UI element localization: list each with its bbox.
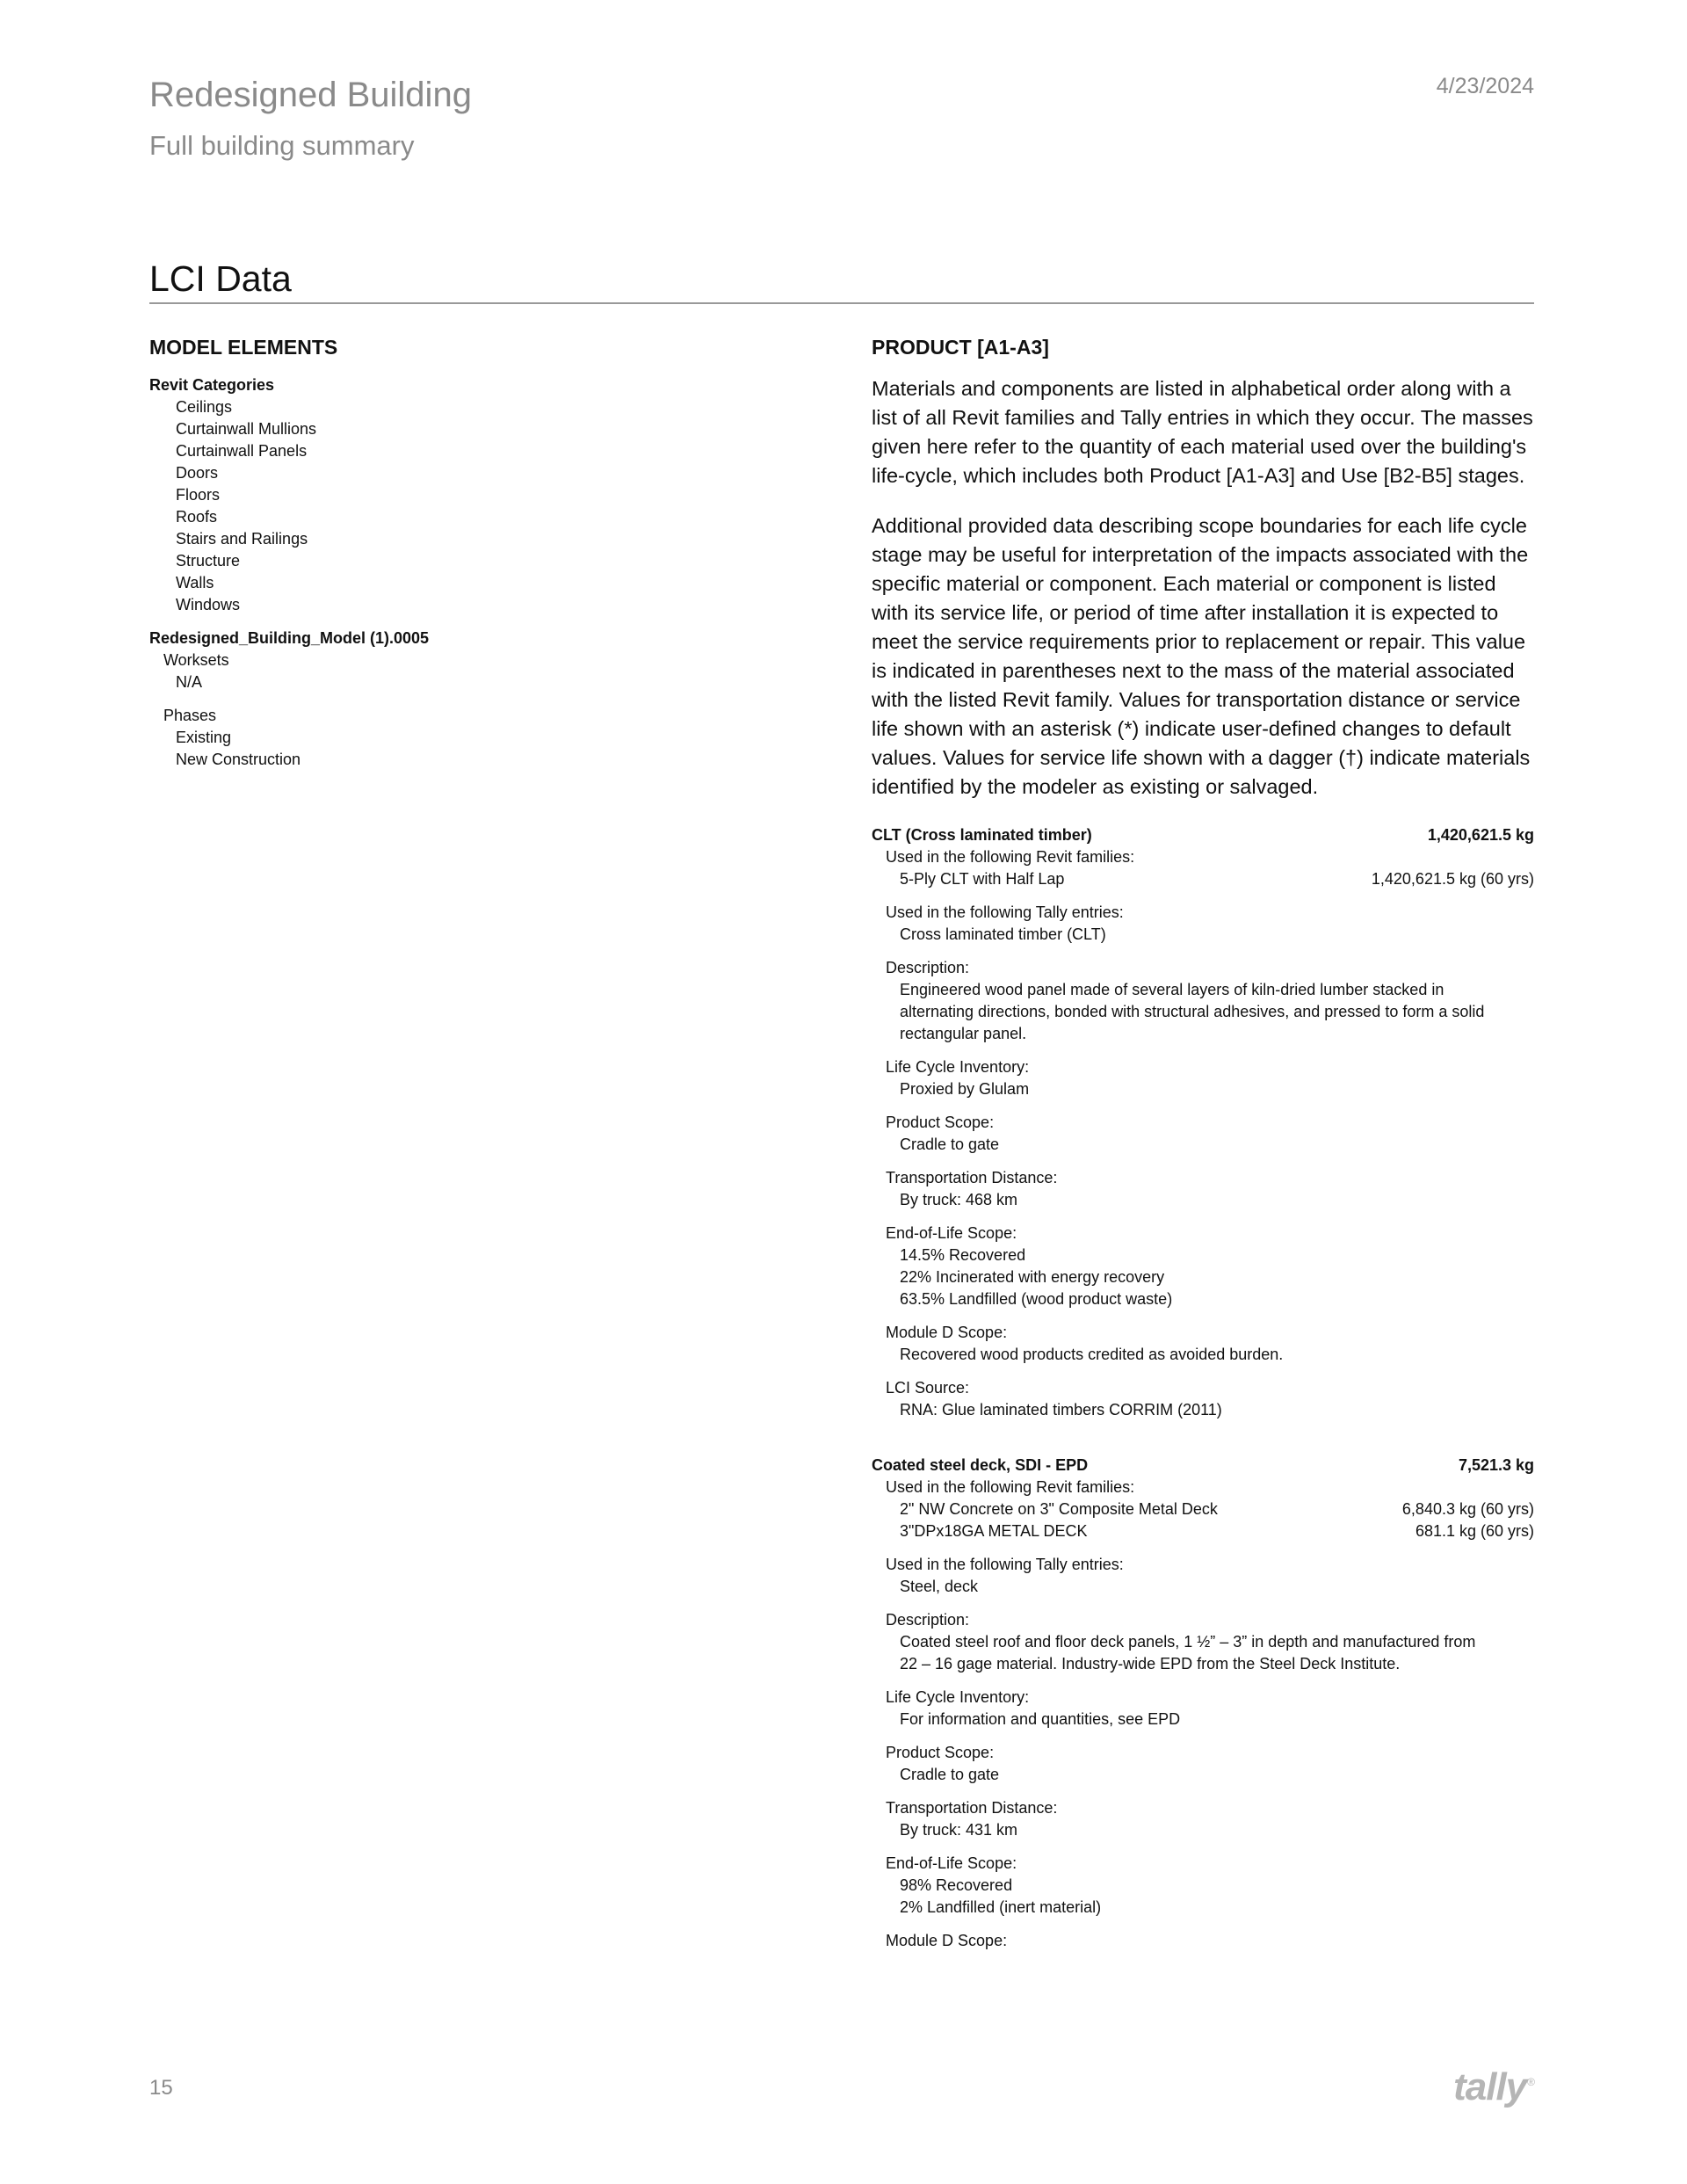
description-label: Description:	[886, 1611, 970, 1629]
family-row	[872, 868, 1534, 890]
product-heading: PRODUCT [A1-A3]	[872, 336, 1049, 359]
material-name: CLT (Cross laminated timber)	[872, 826, 1092, 844]
eol-label: End-of-Life Scope:	[886, 1854, 1017, 1872]
revit-category-item: Roofs	[176, 508, 218, 526]
module-d-label: Module D Scope:	[886, 1932, 1008, 1949]
tally-entry: Cross laminated timber (CLT)	[900, 925, 1106, 943]
eol-value: 63.5% Landfilled (wood product waste)	[900, 1290, 1173, 1308]
logo-text: tally	[1453, 2065, 1527, 2108]
description-label: Description:	[886, 959, 970, 976]
material-header	[872, 824, 1534, 846]
material-name: Coated steel deck, SDI - EPD	[872, 1456, 1089, 1474]
tally-label: Used in the following Tally entries:	[886, 903, 1124, 921]
intro-paragraph: Additional provided data describing scope boundaries for each life cycle stage may be useful for interpretation of the impacts associated with the specific material or component. Each material or component is listed with its service life, or period of time after installation it is expected to meet the service requirements prior to replacement or repair. This value is indicated in parentheses next to the mass of the material associated with the listed Revit family. Values for transportation distance or service life shown with an asterisk (*) indicate user-defined changes to default values. Values for service life shown with a dagger (†) indicate materials identified by the modeler as existing or salvaged.	[872, 514, 1531, 798]
report-subtitle: Full building summary	[149, 130, 415, 161]
transport-label: Transportation Distance:	[886, 1169, 1058, 1186]
revit-category-item: Walls	[176, 574, 214, 591]
report-date: 4/23/2024	[1436, 74, 1534, 98]
eol-value: 98% Recovered	[900, 1876, 1013, 1894]
lci-label: Life Cycle Inventory:	[886, 1688, 1030, 1706]
revit-category-item: Ceilings	[176, 398, 233, 416]
workset-item: N/A	[176, 673, 203, 691]
revit-category-item: Structure	[176, 552, 241, 570]
product-scope-label: Product Scope:	[886, 1744, 995, 1761]
revit-category-item: Curtainwall Panels	[176, 442, 308, 460]
family-value: 6,840.3 kg (60 yrs)	[1401, 1500, 1534, 1518]
module-d-label: Module D Scope:	[886, 1324, 1008, 1341]
product-scope-value: Cradle to gate	[900, 1766, 1000, 1783]
revit-categories-label: Revit Categories	[149, 376, 275, 394]
material-block	[872, 1455, 1534, 1952]
description-line: Engineered wood panel made of several layers of kiln-dried lumber stacked in	[900, 981, 1444, 998]
tally-logo	[1453, 2065, 1534, 2109]
family-value: 1,420,621.5 kg (60 yrs)	[1371, 870, 1534, 888]
description-line: rectangular panel.	[900, 1025, 1027, 1042]
intro-paragraph: Materials and components are listed in alphabetical order along with a list of all Revit families and Tally entries in which they occur. The masses given here refer to the quantity of each material used over the building's life-cycle, which includes both Product [A1-A3] and Use [B2-B5] stages.	[872, 377, 1533, 487]
phases-label: Phases	[163, 707, 217, 724]
family-row	[872, 1498, 1534, 1520]
product-scope-value: Cradle to gate	[900, 1136, 1000, 1153]
family-name: 5-Ply CLT with Half Lap	[900, 870, 1065, 888]
section-title: LCI Data	[149, 258, 292, 299]
tally-label: Used in the following Tally entries:	[886, 1556, 1124, 1573]
description-line: 22 – 16 gage material. Industry-wide EPD from the Steel Deck Institute.	[900, 1655, 1401, 1672]
phase-item: New Construction	[176, 751, 301, 768]
eol-label: End-of-Life Scope:	[886, 1224, 1017, 1242]
description-line: Coated steel roof and floor deck panels, 1 ½” – 3” in depth and manufactured from	[900, 1633, 1476, 1651]
registered-mark: ®	[1527, 2076, 1534, 2089]
revit-category-item: Curtainwall Mullions	[176, 420, 317, 438]
revit-category-item: Windows	[176, 596, 241, 613]
lci-label: Life Cycle Inventory:	[886, 1058, 1030, 1076]
model-elements-heading: MODEL ELEMENTS	[149, 336, 338, 359]
description-line: alternating directions, bonded with structural adhesives, and pressed to form a solid	[900, 1003, 1485, 1020]
eol-value: 22% Incinerated with energy recovery	[900, 1268, 1165, 1286]
model-name: Redesigned_Building_Model (1).0005	[149, 629, 430, 647]
families-label: Used in the following Revit families:	[886, 1478, 1135, 1496]
families-label: Used in the following Revit families:	[886, 848, 1135, 866]
product-scope-label: Product Scope:	[886, 1114, 995, 1131]
lci-source-value: RNA: Glue laminated timbers CORRIM (2011)	[900, 1401, 1222, 1419]
family-row	[872, 1520, 1534, 1542]
family-name: 2" NW Concrete on 3" Composite Metal Deck	[900, 1500, 1218, 1518]
lci-value: For information and quantities, see EPD	[900, 1710, 1181, 1728]
material-block	[872, 824, 1534, 1421]
revit-category-item: Stairs and Railings	[176, 530, 308, 548]
product-column	[872, 334, 1534, 1952]
module-d-value: Recovered wood products credited as avoided burden.	[900, 1346, 1284, 1363]
material-mass: 1,420,621.5 kg	[1427, 826, 1534, 844]
tally-entry: Steel, deck	[900, 1578, 979, 1595]
eol-value: 2% Landfilled (inert material)	[900, 1898, 1102, 1916]
revit-category-item: Doors	[176, 464, 219, 482]
phase-item: Existing	[176, 729, 232, 746]
family-name: 3"DPx18GA METAL DECK	[900, 1522, 1088, 1540]
revit-category-item: Floors	[176, 486, 221, 504]
material-mass: 7,521.3 kg	[1458, 1456, 1534, 1474]
transport-value: By truck: 431 km	[900, 1821, 1018, 1839]
lci-value: Proxied by Glulam	[900, 1080, 1030, 1098]
transport-label: Transportation Distance:	[886, 1799, 1058, 1817]
lci-source-label: LCI Source:	[886, 1379, 970, 1397]
section-divider	[149, 302, 1534, 304]
worksets-label: Worksets	[163, 651, 229, 669]
report-title: Redesigned Building	[149, 76, 472, 114]
model-elements-column	[149, 334, 817, 771]
eol-value: 14.5% Recovered	[900, 1246, 1026, 1264]
transport-value: By truck: 468 km	[900, 1191, 1018, 1208]
family-value: 681.1 kg (60 yrs)	[1415, 1522, 1534, 1540]
page-number: 15	[149, 2076, 173, 2100]
material-header	[872, 1455, 1534, 1477]
